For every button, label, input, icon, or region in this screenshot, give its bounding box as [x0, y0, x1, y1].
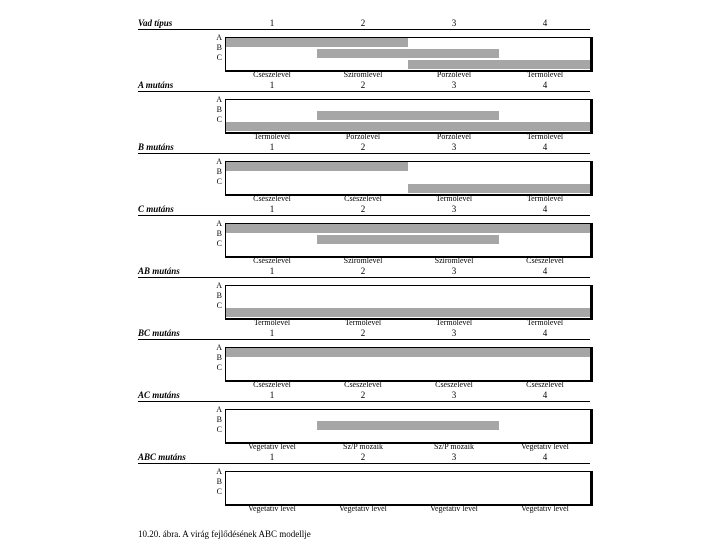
- panel: [138, 390, 592, 450]
- organ-label: Csészelevél: [253, 256, 291, 265]
- whorl-number: 2: [360, 80, 366, 90]
- organ-label: Vegetatív levél: [248, 504, 296, 513]
- whorl-number: 4: [542, 266, 548, 276]
- gene-activity-bar: [317, 49, 499, 58]
- whorl-number: 4: [542, 142, 548, 152]
- whorl-number: 3: [451, 328, 457, 338]
- header-line: [138, 91, 590, 92]
- organ-label: Sz/P mozaik: [434, 442, 474, 451]
- header-line: [138, 339, 590, 340]
- whorl-number: 1: [269, 80, 275, 90]
- figure-caption: 10.20. ábra. A virág fejlődésének ABC modellje: [138, 529, 311, 539]
- gene-activity-box: [225, 99, 593, 134]
- gene-label: C: [216, 363, 222, 372]
- organ-label: Porzólevél: [436, 70, 472, 79]
- gene-label: B: [216, 477, 222, 486]
- whorl-number: 4: [542, 18, 548, 28]
- panel-title: BC mutáns: [138, 328, 180, 338]
- organ-label: Termőlevél: [435, 318, 473, 327]
- panel-title: C mutáns: [138, 204, 174, 214]
- gene-label: C: [216, 301, 222, 310]
- whorl-number: 2: [360, 18, 366, 28]
- header-line: [138, 277, 590, 278]
- organ-label: Termőlevél: [435, 194, 473, 203]
- whorl-number: 1: [269, 142, 275, 152]
- gene-label: A: [216, 33, 222, 42]
- panel: [138, 266, 592, 326]
- whorl-number: 2: [360, 452, 366, 462]
- organ-label: Vegetatív levél: [521, 442, 569, 451]
- organ-label: Porzólevél: [436, 132, 472, 141]
- panel: [138, 328, 592, 388]
- panel: [138, 142, 592, 202]
- organ-label: Termőlevél: [253, 132, 291, 141]
- gene-label: A: [216, 281, 222, 290]
- panel-title: Vad típus: [138, 18, 173, 28]
- gene-label: B: [216, 105, 222, 114]
- gene-label: C: [216, 487, 222, 496]
- organ-label: Sz/P mozaik: [343, 442, 383, 451]
- organ-label: Csészelevél: [526, 380, 564, 389]
- gene-activity-bar: [226, 348, 590, 357]
- gene-label: C: [216, 425, 222, 434]
- organ-label: Termőlevél: [526, 132, 564, 141]
- panel: [138, 204, 592, 264]
- gene-label: C: [216, 239, 222, 248]
- organ-label: Termőlevél: [526, 194, 564, 203]
- gene-activity-box: [225, 347, 593, 382]
- whorl-number: 4: [542, 204, 548, 214]
- whorl-number: 2: [360, 390, 366, 400]
- gene-label: C: [216, 115, 222, 124]
- gene-label: C: [216, 177, 222, 186]
- organ-label: Csészelevél: [344, 194, 382, 203]
- whorl-number: 3: [451, 80, 457, 90]
- panel-title: AB mutáns: [138, 266, 180, 276]
- organ-label: Termőlevél: [526, 318, 564, 327]
- organ-label: Porzólevél: [345, 132, 381, 141]
- whorl-number: 2: [360, 266, 366, 276]
- gene-activity-bar: [317, 421, 499, 430]
- organ-label: Vegetatív levél: [521, 504, 569, 513]
- organ-label: Csészelevél: [253, 380, 291, 389]
- panel-title: ABC mutáns: [138, 452, 186, 462]
- gene-activity-box: [225, 161, 593, 196]
- panel-title: B mutáns: [138, 142, 174, 152]
- header-line: [138, 215, 590, 216]
- gene-activity-bar: [408, 60, 590, 69]
- gene-activity-box: [225, 409, 593, 444]
- panel-title: A mutáns: [138, 80, 174, 90]
- whorl-number: 4: [542, 452, 548, 462]
- gene-label: B: [216, 291, 222, 300]
- organ-label: Csészelevél: [253, 194, 291, 203]
- gene-activity-bar: [226, 308, 590, 317]
- gene-activity-bar: [226, 224, 590, 233]
- organ-label: Termőlevél: [344, 318, 382, 327]
- organ-label: Csészelevél: [435, 380, 473, 389]
- gene-activity-bar: [408, 184, 590, 193]
- gene-label: A: [216, 343, 222, 352]
- organ-label: Vegetatív levél: [430, 504, 478, 513]
- gene-label: B: [216, 415, 222, 424]
- organ-label: Sziromlevél: [343, 70, 383, 79]
- whorl-number: 1: [269, 266, 275, 276]
- whorl-number: 3: [451, 142, 457, 152]
- header-line: [138, 153, 590, 154]
- gene-label: A: [216, 157, 222, 166]
- gene-label: A: [216, 405, 222, 414]
- header-line: [138, 463, 590, 464]
- whorl-number: 2: [360, 142, 366, 152]
- panel-title: AC mutáns: [138, 390, 180, 400]
- gene-activity-box: [225, 223, 593, 258]
- whorl-number: 3: [451, 390, 457, 400]
- whorl-number: 3: [451, 18, 457, 28]
- whorl-number: 4: [542, 80, 548, 90]
- gene-activity-box: [225, 285, 593, 320]
- whorl-number: 2: [360, 204, 366, 214]
- whorl-number: 3: [451, 266, 457, 276]
- organ-label: Vegetatív levél: [248, 442, 296, 451]
- gene-label: B: [216, 353, 222, 362]
- gene-activity-bar: [226, 38, 408, 47]
- organ-label: Vegetatív levél: [339, 504, 387, 513]
- whorl-number: 1: [269, 204, 275, 214]
- organ-label: Termőlevél: [526, 70, 564, 79]
- whorl-number: 1: [269, 18, 275, 28]
- organ-label: Csészelevél: [344, 380, 382, 389]
- gene-label: B: [216, 43, 222, 52]
- whorl-number: 1: [269, 390, 275, 400]
- gene-activity-box: [225, 37, 593, 72]
- whorl-number: 3: [451, 452, 457, 462]
- gene-label: A: [216, 467, 222, 476]
- whorl-number: 3: [451, 204, 457, 214]
- organ-label: Termőlevél: [253, 318, 291, 327]
- header-line: [138, 401, 590, 402]
- organ-label: Csészelevél: [253, 70, 291, 79]
- whorl-number: 1: [269, 452, 275, 462]
- whorl-number: 4: [542, 328, 548, 338]
- gene-label: C: [216, 53, 222, 62]
- gene-label: A: [216, 219, 222, 228]
- whorl-number: 2: [360, 328, 366, 338]
- gene-activity-box: [225, 471, 593, 506]
- organ-label: Sziromlevél: [343, 256, 383, 265]
- header-line: [138, 29, 590, 30]
- organ-label: Sziromlevél: [434, 256, 474, 265]
- gene-activity-bar: [226, 162, 408, 171]
- gene-label: B: [216, 167, 222, 176]
- organ-label: Csészelevél: [526, 256, 564, 265]
- gene-label: A: [216, 95, 222, 104]
- gene-label: B: [216, 229, 222, 238]
- panel: [138, 18, 592, 78]
- panel: [138, 80, 592, 140]
- gene-activity-bar: [317, 235, 499, 244]
- panel: [138, 452, 592, 512]
- gene-activity-bar: [226, 122, 590, 131]
- gene-activity-bar: [317, 111, 499, 120]
- whorl-number: 1: [269, 328, 275, 338]
- whorl-number: 4: [542, 390, 548, 400]
